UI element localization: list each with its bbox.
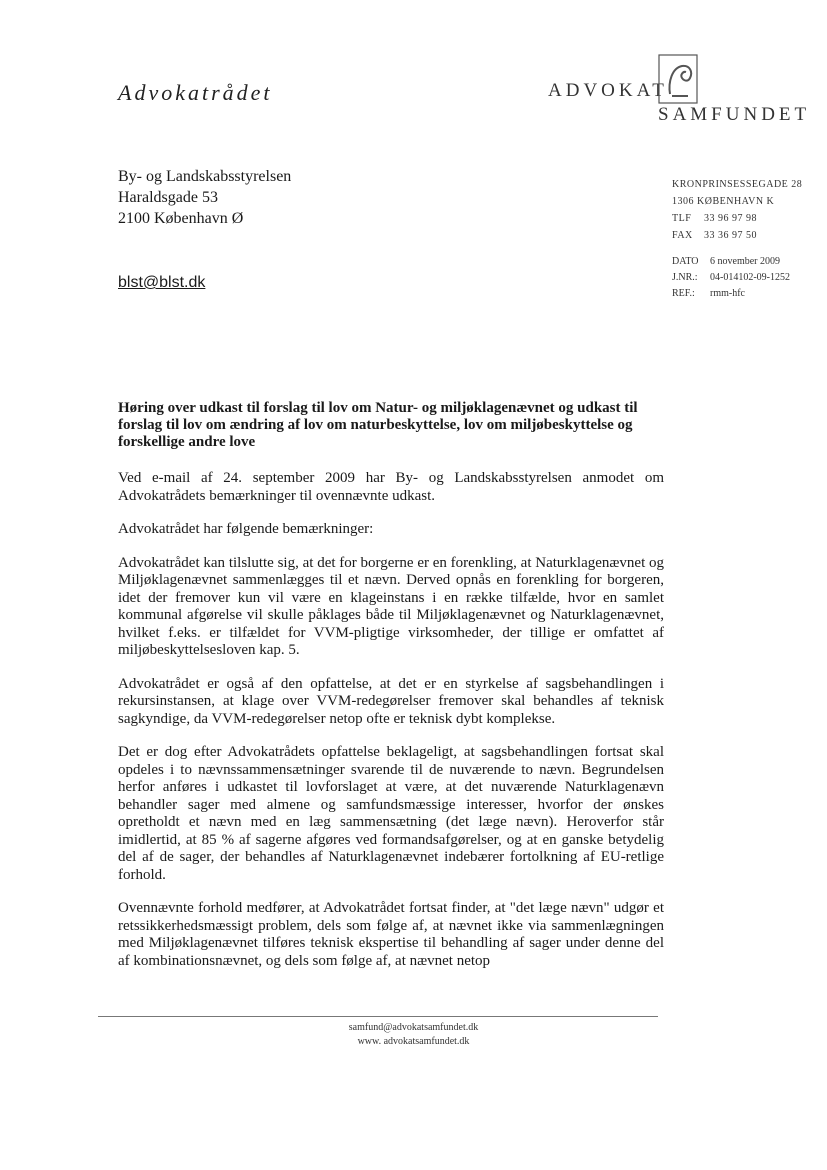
footer-email: samfund@advokatsamfundet.dk bbox=[348, 1022, 479, 1033]
recipient-name: By- og Landskabsstyrelsen bbox=[118, 168, 292, 185]
fax-number: 33 36 97 50 bbox=[704, 230, 757, 241]
fax-label: FAX bbox=[672, 230, 693, 241]
jnr-label: J.NR.: bbox=[672, 272, 698, 283]
sender-street: KRONPRINSESSEGADE 28 bbox=[672, 179, 803, 190]
footer-website: www. advokatsamfundet.dk bbox=[357, 1036, 470, 1047]
letter-meta bbox=[672, 254, 790, 302]
paragraph: Advokatrådet er også af den opfattelse, at det er en styrkelse af sagsbehandlingen i rekursinstansen, at klage over VVM-redegørelser fremover skal behandles af teknisk sagkyndige, da VVM-redegørelser netop ofte er teknisk dybt komplekse. bbox=[118, 675, 664, 727]
recipient-email-link[interactable]: blst@blst.dk bbox=[118, 274, 206, 291]
letter-subject: Høring over udkast til forslag til lov om Natur- og miljøklagenævnet og udkast til forslag til lov om ændring af lov om naturbeskyttelse, lov om miljøbeskyttelse og forskellige andre love bbox=[118, 400, 638, 450]
jnr-value: 04-014102-09-1252 bbox=[710, 272, 790, 283]
recipient-city: 2100 København Ø bbox=[118, 210, 244, 227]
paragraph: Ovennævnte forhold medfører, at Advokatrådet fortsat finder, at "det læge nævn" udgør et retssikkerhedsmæssigt problem, dels som følge af, at nævnet ikke via sammenlægningen med Miljøklagenævnet tilføres teknisk ekspertise til behandling af sager under denne del af kombinationsnævnet, og dels som følge af, at nævnet netop bbox=[118, 900, 664, 969]
footer-divider bbox=[98, 1016, 658, 1017]
logo-text-advokat: ADVOKAT bbox=[548, 80, 668, 101]
ref-label: REF.: bbox=[672, 288, 695, 299]
tlf-label: TLF bbox=[672, 213, 692, 224]
logo-text-samfundet: SAMFUNDET bbox=[658, 104, 811, 125]
tlf-number: 33 96 97 98 bbox=[704, 213, 757, 224]
paragraph: Ved e-mail af 24. september 2009 har By- og Landskabsstyrelsen anmodet om Advokatrådets bemærkninger til ovennævnte udkast. bbox=[118, 470, 664, 504]
letter-body bbox=[118, 470, 664, 986]
recipient-address bbox=[118, 166, 291, 229]
sender-postal: 1306 KØBENHAVN K bbox=[672, 196, 775, 207]
paragraph: Det er dog efter Advokatrådets opfattelse beklageligt, at sagsbehandlingen fortsat skal opdeles i to nævnssammensætninger svarende til de nuværende to nævn. Begrundelsen herfor anføres i udkastet til lovforslaget at være, at det nuværende Naturklagenævn behandler sager med almene og samfundsmæssige interesser, hvorfor der ønskes opretholdt et nævn med en læg sammensætning (det læge nævn). Heroverfor står imidlertid, at 85 % af sagerne afgøres ved formandsafgørelser, og at en ganske betydelig del af de sager, der behandles af Naturklagenævnet indebærer fortolkning af EU-retlige forhold. bbox=[118, 744, 664, 883]
date-label: DATO bbox=[672, 256, 699, 267]
paragraph: Advokatrådet har følgende bemærkninger: bbox=[118, 521, 374, 537]
paragraph: Advokatrådet kan tilslutte sig, at det for borgerne er en forenkling, at Naturklagenævnet og Miljøklagenævnet sammenlægges til et nævn. Derved opnås en forenkling for borgeren, idet der fremover kun vil være en klageinstans i en række tilfælde, hvor en samlet kommunal afgørelse vil skulle påklages både til Miljøklagenævnet og Naturklagenævnet, hvilket f.eks. er tilfældet for VVM-pligtige virksomheder, der tillige er omfattet af miljøbeskyttelsesloven kap. 5. bbox=[118, 554, 664, 658]
advokatraadet-wordmark: Advokatrådet bbox=[118, 80, 273, 105]
helmet-figure-icon bbox=[658, 54, 698, 104]
date-value: 6 november 2009 bbox=[710, 256, 780, 267]
recipient-street: Haraldsgade 53 bbox=[118, 189, 218, 206]
sender-address bbox=[672, 176, 802, 244]
ref-value: rmm-hfc bbox=[710, 288, 745, 299]
